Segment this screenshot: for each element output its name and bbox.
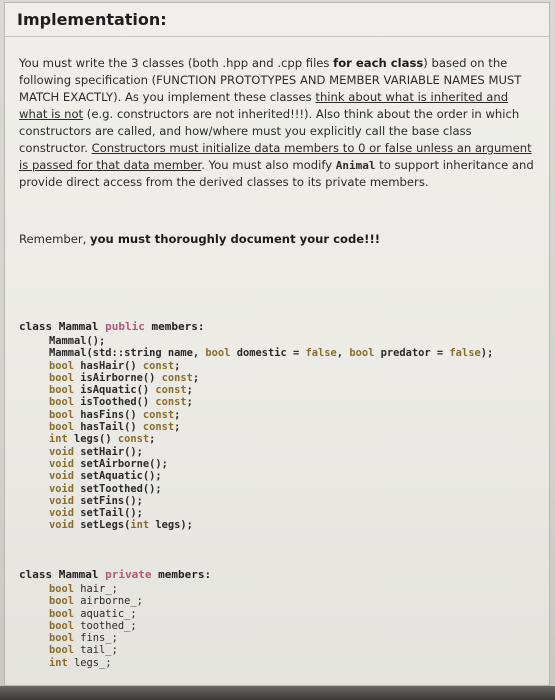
title-bar <box>5 3 549 37</box>
code-token: isToothed() <box>74 396 156 409</box>
code-token: legs() <box>67 433 118 446</box>
code-keyword: void <box>49 482 75 495</box>
public-member-line <box>49 360 493 372</box>
code-token: isAquatic() <box>74 384 156 397</box>
reminder-bold: you must thoroughly document your code!!! <box>90 232 381 246</box>
code-token: setTail(); <box>74 507 143 520</box>
code-token: airborne_; <box>74 595 143 608</box>
code-keyword: const <box>117 433 150 446</box>
public-member-line <box>49 335 493 347</box>
code-token: hasFins() <box>74 408 143 421</box>
private-members-heading <box>19 568 211 581</box>
document-page <box>4 2 550 686</box>
public-member-line <box>49 396 493 408</box>
code-keyword: bool <box>49 632 75 645</box>
code-keyword: void <box>49 507 75 520</box>
intro-bold-1: for each class <box>333 56 424 70</box>
public-class-name: Mammal <box>58 320 99 333</box>
code-keyword: bool <box>49 644 75 657</box>
code-token: ; <box>174 421 181 434</box>
code-keyword: bool <box>205 347 231 360</box>
code-token: aquatic_; <box>74 607 137 620</box>
public-members-heading <box>19 320 204 333</box>
code-keyword: bool <box>49 371 75 384</box>
intro-code-animal: Animal <box>335 159 376 172</box>
code-keyword: int <box>49 656 68 669</box>
intro-underline-2: Constructors must initialize data members to 0 or false unless an argument is passed for that data member <box>19 141 532 172</box>
code-keyword: void <box>49 494 75 507</box>
public-access-keyword: public <box>105 320 145 333</box>
reminder-prefix: Remember, <box>19 232 91 246</box>
public-member-line <box>49 495 493 507</box>
code-token: domestic = <box>230 347 306 360</box>
code-token: ; <box>149 433 156 446</box>
reminder-line <box>19 232 380 246</box>
public-member-line <box>49 433 493 445</box>
public-member-line <box>49 483 493 495</box>
code-keyword: const <box>142 421 175 434</box>
code-keyword: const <box>155 396 187 409</box>
private-class-name: Mammal <box>58 568 99 581</box>
public-member-line <box>49 446 493 458</box>
private-access-keyword: private <box>105 568 152 581</box>
code-keyword: bool <box>49 384 75 397</box>
code-token: isAirborne() <box>74 371 162 384</box>
code-keyword: void <box>49 519 75 532</box>
code-keyword: false <box>449 347 481 360</box>
public-member-line <box>49 384 493 396</box>
public-class-keyword: class <box>19 320 53 333</box>
intro-text-5: to support inheritance and provide direct access from the derived classes to its private members. <box>19 158 534 189</box>
code-token: setLegs( <box>74 519 131 532</box>
code-token: setFins(); <box>74 494 143 507</box>
private-member-line <box>49 632 143 644</box>
code-token: hair_; <box>74 583 118 595</box>
private-class-keyword: class <box>19 568 53 581</box>
code-token: ; <box>186 384 193 397</box>
intro-text-4: . You must also modify <box>201 158 336 172</box>
code-token: setToothed(); <box>74 482 162 495</box>
code-token: toothed_; <box>74 619 137 632</box>
code-keyword: bool <box>49 583 75 595</box>
code-keyword: bool <box>49 607 75 620</box>
code-token: fins_; <box>74 632 118 645</box>
code-keyword: bool <box>49 421 75 434</box>
private-members-code <box>49 583 143 669</box>
code-keyword: void <box>49 457 75 470</box>
code-token: setHair(); <box>74 445 143 458</box>
public-members-suffix: members: <box>151 320 205 333</box>
code-keyword: bool <box>49 359 75 372</box>
code-keyword: const <box>142 359 175 372</box>
public-members-code <box>49 335 493 532</box>
private-member-line <box>49 657 143 669</box>
public-member-line <box>49 519 493 531</box>
code-keyword: const <box>161 371 193 384</box>
public-member-line <box>49 458 493 470</box>
code-token: Mammal(std::string name, <box>49 347 206 360</box>
private-member-line <box>49 608 143 620</box>
code-token: setAquatic(); <box>74 470 162 483</box>
code-token: Mammal(); <box>49 335 106 347</box>
intro-text-1: You must write the 3 classes (both .hpp and .cpp files <box>19 56 334 70</box>
public-member-line <box>49 372 493 384</box>
intro-underline-1: think about what is inherited and what is not <box>19 90 509 121</box>
code-keyword: bool <box>49 619 75 632</box>
public-member-line <box>49 470 493 482</box>
public-member-line <box>49 347 493 359</box>
public-member-line <box>49 507 493 519</box>
code-keyword: int <box>130 519 150 532</box>
code-keyword: bool <box>49 408 75 421</box>
private-members-suffix: members: <box>158 568 212 581</box>
photo-bottom-edge <box>0 686 555 700</box>
code-keyword: bool <box>349 347 375 360</box>
intro-text-3: (e.g. constructors are not inherited!!!). Also think about the order in which constructors are called, and how/where must you explicitly call the base class constructor. <box>19 107 520 155</box>
code-keyword: bool <box>49 595 75 608</box>
code-keyword: false <box>305 347 337 360</box>
section-heading: Implementation: <box>17 10 167 29</box>
code-token: setAirborne(); <box>74 457 168 470</box>
code-token: ; <box>174 408 181 421</box>
code-token: ); <box>480 347 494 360</box>
intro-paragraph <box>19 55 537 191</box>
code-keyword: void <box>49 470 75 483</box>
code-token: tail_; <box>74 644 118 657</box>
private-member-line <box>49 583 143 595</box>
code-token: hasTail() <box>74 421 143 434</box>
code-token: legs_; <box>67 656 112 669</box>
code-keyword: bool <box>49 396 75 409</box>
code-keyword: int <box>49 433 68 446</box>
code-keyword: const <box>142 408 175 421</box>
code-token: hasHair() <box>74 359 143 372</box>
private-member-line <box>49 595 143 607</box>
code-token: , <box>336 347 350 360</box>
code-token: legs); <box>149 519 193 532</box>
public-member-line <box>49 421 493 433</box>
code-token: ; <box>174 359 181 372</box>
code-keyword: void <box>49 445 75 458</box>
private-member-line <box>49 644 143 656</box>
code-token: ; <box>186 396 193 409</box>
intro-text-2: ) based on the following specification (FUNCTION PROTOTYPES AND MEMBER VARIABLE NAMES MUST MATCH EXACTLY). As you implement these classes <box>19 56 522 104</box>
private-member-line <box>49 620 143 632</box>
code-token: predator = <box>374 347 450 360</box>
code-keyword: const <box>155 384 187 397</box>
public-member-line <box>49 409 493 421</box>
code-token: ; <box>192 371 200 384</box>
